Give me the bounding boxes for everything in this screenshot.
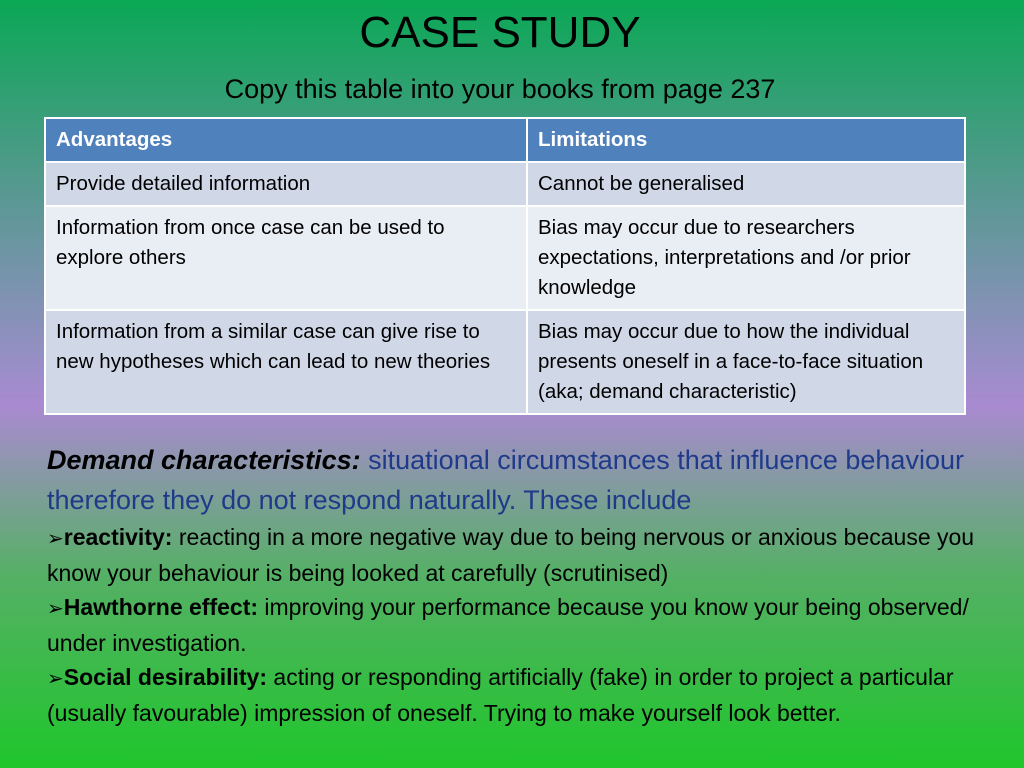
table-row (45, 310, 965, 414)
definition-text: situational circumstances that influence behaviour therefore they do not respond naturally. These include (47, 445, 964, 515)
table-row (45, 162, 965, 206)
bullet-term: reactivity: (63, 524, 173, 550)
bullet-text: acting or responding artificially (fake) in order to project a particular (usually favourable) impression of oneself. Trying to make yourself look better. (47, 664, 954, 726)
header-advantages: Advantages (45, 118, 527, 162)
bullet-text: improving your performance because you know your being observed/ under investigation. (47, 594, 969, 656)
advantage-cell: Information from a similar case can give rise to new hypotheses which can lead to new theories (45, 310, 527, 414)
bullet-item-hawthorne (47, 590, 1007, 660)
slide-subtitle: Copy this table into your books from page 237 (224, 74, 776, 104)
arrow-bullet-icon: ➢ (47, 598, 64, 620)
bullet-text: reacting in a more negative way due to being nervous or anxious because you know your behaviour is being looked at carefully (scrutinised) (47, 524, 975, 586)
bullet-term: Hawthorne effect: (63, 594, 259, 620)
arrow-bullet-icon: ➢ (47, 668, 64, 690)
table-header-row (45, 118, 965, 162)
limitation-cell: Cannot be generalised (527, 162, 965, 206)
bullet-item-social-desirability (47, 660, 1007, 730)
limitation-cell: Bias may occur due to researchers expectations, interpretations and /or prior knowledge (527, 206, 965, 310)
definition-paragraph (47, 440, 1007, 520)
bullet-term: Social desirability: (63, 664, 268, 690)
table-row (45, 206, 965, 310)
case-study-table (44, 117, 966, 415)
bullet-item-reactivity (47, 520, 1007, 590)
advantage-cell: Information from once case can be used to explore others (45, 206, 527, 310)
header-limitations: Limitations (527, 118, 965, 162)
advantage-cell: Provide detailed information (45, 162, 527, 206)
definition-term: Demand characteristics: (47, 445, 361, 475)
notes-section (47, 440, 1007, 730)
limitation-cell: Bias may occur due to how the individual presents oneself in a face-to-face situation (aka; demand characteristic) (527, 310, 965, 414)
arrow-bullet-icon: ➢ (47, 528, 64, 550)
slide-title: CASE STUDY (359, 8, 641, 57)
